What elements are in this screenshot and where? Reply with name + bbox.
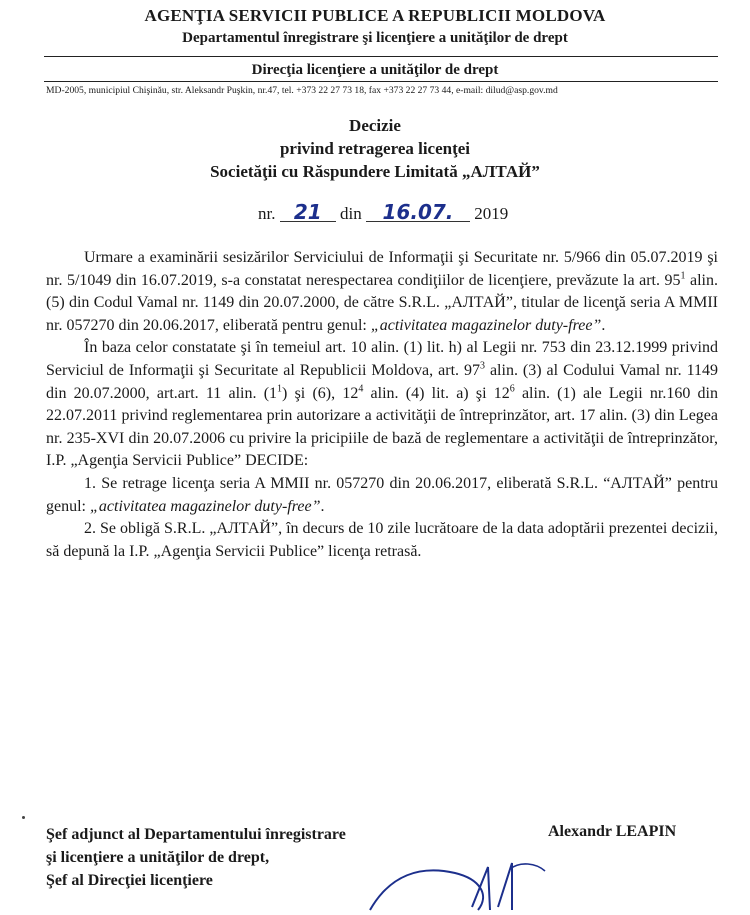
header-divider-bottom [44, 81, 718, 82]
organization-name: AGENŢIA SERVICII PUBLICE A REPUBLICII MOLDOVA [144, 6, 606, 25]
signatory-title-line-2: şi licenţiere a unităţilor de drept, [46, 849, 270, 866]
din-label: din [339, 204, 362, 223]
paragraph-legal-basis: În baza celor constatate şi în temeiul art. 10 alin. (1) lit. h) al Legii nr. 753 din 23.12.1999 privind Serviciul de Informaţii şi Securitate al Republicii Moldova, art. $97^3$ alin. (3) al Codului Vamal nr. 1149 din 20.07.2000, art.art. 11 alin. $(1^1)$ şi (6), $12^4$ alin. (4) lit. a) şi $12^6$ alin. (1) ale Legii nr.160 din 22.07.2011 privind reglementarea prin autorizare a activităţii de întreprinzător, art. 17 alin. (3) din Legea nr. 235-XVI din 20.07.2006 cu privire la pricipiile de bază de reglementare a activităţii de întreprinzător, I.P. „Agenţia Servicii Publice” DECIDE: [46, 339, 718, 470]
decision-item-2: 2. Se obligă S.R.L. „АЛТАЙ”, în decurs de 10 zile lucrătoare de la data adoptării prezentei decizii, să depună la I.P. „Agenţia Servicii Publice” licenţa retrasă. [46, 520, 718, 560]
decision-date-handwritten: 16.07. [366, 203, 470, 222]
decision-number-handwritten: 21 [280, 203, 336, 222]
company-name-title: Societăţii cu Răspundere Limitată „АЛТАЙ” [210, 162, 540, 181]
scan-speck [22, 816, 25, 819]
signatory-title-line-1: Şef adjunct al Departamentului înregistrare [46, 826, 346, 843]
document-body [46, 247, 718, 563]
nr-label: nr. [258, 204, 276, 223]
contact-address: MD-2005, municipiul Chişinău, str. Aleksandr Puşkin, nr.47, tel. +373 22 27 73 18, fax +373 22 27 73 44, e-mail: dilud@asp.gov.md [46, 85, 558, 96]
decision-item-1: 1. Se retrage licenţa seria A MMII nr. 057270 din 20.06.2017, eliberată S.R.L. “АЛТАЙ” pentru genul: „activitatea magazinelor duty-free”. [46, 474, 718, 515]
document-subtitle: privind retragerea licenţei [279, 139, 471, 158]
directorate-name: Direcţia licenţiere a unităţilor de drept [251, 62, 499, 78]
decision-year: 2019 [474, 204, 509, 223]
handwritten-signature-icon [360, 855, 560, 915]
signatory-title-line-3: Şef al Direcţiei licenţiere [46, 872, 213, 889]
department-name: Departamentul înregistrare şi licenţiere a unităţilor de drept [182, 30, 568, 46]
signatory-name: Alexandr LEAPIN [548, 823, 677, 840]
signatory-title [46, 823, 346, 892]
paragraph-findings: Urmare a examinării sesizărilor Serviciului de Informaţii şi Securitate nr. 5/966 din 05.07.2019 şi nr. 5/1049 din 16.07.2019, s-a constatat nerespectarea condiţiilor de licenţiere, prevăzute la art. $95^1$ alin. (5) din Codul Vamal nr. 1149 din 20.07.2000, de către S.R.L. „АЛТАЙ”, titular de licenţă seria A MMII nr. 057270 din 20.06.2017, eliberată pentru genul: „activitatea magazinelor duty-free”. [46, 249, 718, 334]
header-divider-top [44, 56, 718, 57]
document-title: Decizie [349, 116, 401, 135]
decision-number-line [258, 200, 509, 224]
